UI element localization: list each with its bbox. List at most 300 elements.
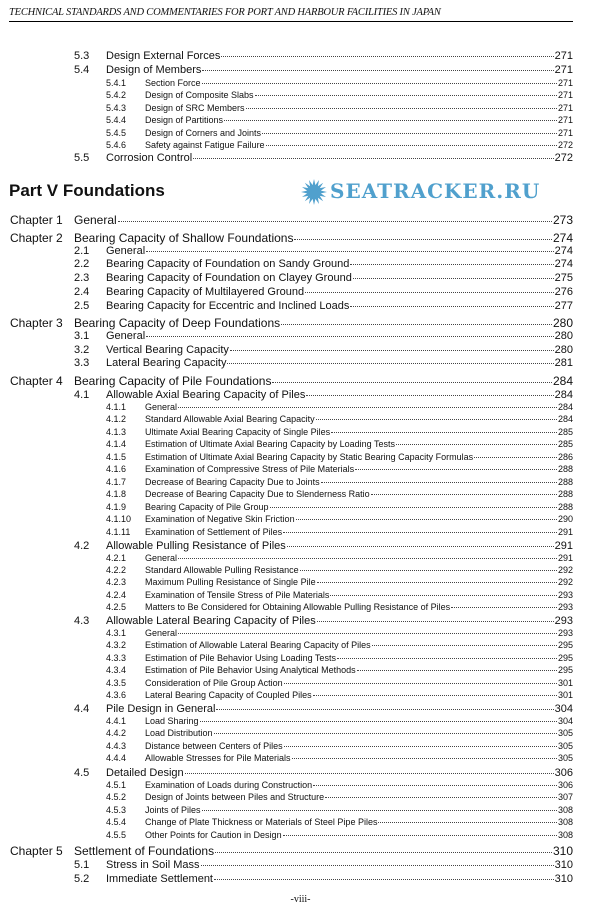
toc-entry[interactable] [74, 272, 573, 285]
entry-title: Stress in Soil Mass [106, 859, 200, 871]
entry-page: 272 [557, 140, 573, 150]
entry-number: 4.1.6 [106, 464, 127, 474]
toc-entry[interactable] [106, 128, 573, 139]
dot-leader [146, 251, 554, 252]
dot-leader [246, 108, 557, 109]
dot-leader [372, 645, 557, 646]
dot-leader [214, 733, 557, 734]
watermark-text: SEATRACKER.RU [330, 179, 541, 203]
entry-page: 306 [554, 767, 573, 779]
entry-number: 5.4.2 [106, 90, 127, 100]
entry-title: Design of Members [106, 64, 202, 76]
watermark [300, 178, 570, 206]
entry-title: Examination of Loads during Construction [145, 780, 313, 790]
entry-number: 4.4.4 [106, 753, 127, 763]
entry-title: Bearing Capacity of Deep Foundations [74, 316, 281, 330]
entry-page: 276 [554, 286, 573, 298]
entry-page: 295 [557, 665, 573, 675]
entry-page: 273 [552, 213, 573, 227]
entry-title: Lateral Bearing Capacity of Coupled Piles [145, 690, 312, 700]
entry-number: 4.5.3 [106, 805, 127, 815]
entry-number: 4.3.2 [106, 640, 127, 650]
entry-title: Bearing Capacity of Pile Foundations [74, 374, 272, 388]
entry-page: 291 [554, 540, 573, 552]
toc-entry[interactable] [106, 690, 573, 701]
toc-entry[interactable] [106, 665, 573, 676]
dot-leader [306, 395, 553, 396]
entry-number: 4.5.1 [106, 780, 127, 790]
entry-number: 2.5 [74, 300, 90, 312]
entry-page: 271 [554, 50, 573, 62]
toc-entry[interactable] [106, 514, 573, 525]
toc-entry[interactable] [74, 873, 573, 886]
entry-number: 5.4.1 [106, 78, 127, 88]
dot-leader [262, 133, 557, 134]
entry-title: Bearing Capacity for Eccentric and Inclined Loads [106, 300, 350, 312]
entry-page: 301 [557, 678, 573, 688]
entry-title: Joints of Piles [145, 805, 201, 815]
entry-page: 281 [554, 357, 573, 369]
toc-entry[interactable] [10, 844, 573, 858]
running-header: TECHNICAL STANDARDS AND COMMENTARIES FOR PORT AND HARBOUR FACILITIES IN JAPAN [9, 6, 573, 22]
dot-leader [281, 324, 552, 325]
toc-entry[interactable] [10, 374, 573, 388]
entry-page: 292 [557, 577, 573, 587]
entry-number: 4.1.10 [106, 514, 132, 524]
toc-entry[interactable] [106, 464, 573, 475]
entry-page: 304 [557, 716, 573, 726]
toc-entry[interactable] [106, 741, 573, 752]
entry-page: 307 [557, 792, 573, 802]
entry-number: 4.1.7 [106, 477, 127, 487]
entry-title: Decrease of Bearing Capacity Due to Slenderness Ratio [145, 489, 370, 499]
dot-leader [118, 221, 552, 222]
entry-page: 310 [554, 859, 573, 871]
entry-title: Design of Corners and Joints [145, 128, 262, 138]
entry-title: Allowable Axial Bearing Capacity of Piles [106, 389, 306, 401]
toc-entry[interactable] [106, 640, 573, 651]
entry-title: General [145, 553, 178, 563]
toc-entry[interactable] [106, 140, 573, 151]
entry-number: 4.1.4 [106, 439, 127, 449]
entry-page: 285 [557, 427, 573, 437]
dot-leader [287, 546, 554, 547]
entry-page: 271 [557, 128, 573, 138]
toc-entry[interactable] [106, 678, 573, 689]
entry-number: 4.1 [74, 389, 90, 401]
entry-title: Distance between Centers of Piles [145, 741, 283, 751]
entry-number: 4.5.2 [106, 792, 127, 802]
entry-number: 5.4.3 [106, 103, 127, 113]
toc-entry[interactable] [106, 489, 573, 500]
entry-number: 5.5 [74, 152, 90, 164]
entry-page: 293 [557, 602, 573, 612]
toc-entry[interactable] [106, 527, 573, 538]
toc-entry[interactable] [74, 258, 573, 271]
entry-page: 288 [557, 489, 573, 499]
entry-title: Load Sharing [145, 716, 199, 726]
dot-leader [230, 350, 554, 351]
entry-page: 295 [557, 640, 573, 650]
entry-title: Standard Allowable Pulling Resistance [145, 565, 299, 575]
toc-entry[interactable] [106, 553, 573, 564]
entry-number: 4.5.4 [106, 817, 127, 827]
entry-number: 4.2 [74, 540, 90, 552]
entry-number: 4.5.5 [106, 830, 127, 840]
dot-leader [313, 785, 557, 786]
dot-leader [255, 95, 557, 96]
entry-page: 275 [554, 272, 573, 284]
toc-entry[interactable] [74, 859, 573, 872]
entry-title: Allowable Lateral Bearing Capacity of Piles [106, 615, 316, 627]
entry-title: Bearing Capacity of Foundation on Clayey Ground [106, 272, 352, 284]
entry-number: 4.1.8 [106, 489, 127, 499]
dot-leader [292, 758, 557, 759]
toc-entry[interactable] [74, 245, 573, 258]
entry-number: 4.1.11 [106, 527, 131, 537]
entry-number: 5.1 [74, 859, 90, 871]
dot-leader [284, 746, 557, 747]
entry-page: 280 [552, 316, 573, 330]
entry-page: 284 [554, 389, 573, 401]
entry-page: 284 [557, 414, 573, 424]
entry-number: 3.3 [74, 357, 90, 369]
entry-page: 271 [557, 115, 573, 125]
entry-title: Estimation of Pile Behavior Using Analytical Methods [145, 665, 356, 675]
entry-page: 280 [554, 344, 573, 356]
entry-page: 304 [554, 703, 573, 715]
dot-leader [296, 519, 557, 520]
entry-number: 5.4.6 [106, 140, 127, 150]
entry-number: 4.4.1 [106, 716, 127, 726]
entry-title: Other Points for Caution in Design [145, 830, 282, 840]
toc-entry[interactable] [106, 452, 573, 463]
entry-title: Pile Design in General [106, 703, 216, 715]
entry-title: Examination of Tensile Stress of Pile Materials [145, 590, 330, 600]
dot-leader [305, 292, 554, 293]
entry-title: General [106, 330, 146, 342]
starburst-logo-icon [300, 178, 328, 206]
entry-page: 292 [557, 565, 573, 575]
entry-page: 274 [554, 258, 573, 270]
toc-entry[interactable] [74, 300, 573, 313]
entry-number: 4.5 [74, 767, 90, 779]
dot-leader [331, 432, 557, 433]
entry-number: 4.1.5 [106, 452, 127, 462]
toc-entry[interactable] [106, 653, 573, 664]
dot-leader [316, 419, 557, 420]
entry-number: 4.1.9 [106, 502, 127, 512]
dot-leader [371, 494, 557, 495]
page-number-footer: -viii- [290, 894, 311, 905]
entry-title: Design of SRC Members [145, 103, 245, 113]
toc-entry[interactable] [106, 477, 573, 488]
toc-entry[interactable] [106, 817, 573, 828]
toc-entry[interactable] [10, 231, 573, 245]
toc-entry[interactable] [106, 402, 573, 413]
entry-number: Chapter 1 [10, 213, 63, 227]
entry-title: General [74, 213, 117, 227]
entry-page: 286 [557, 452, 573, 462]
entry-number: Chapter 5 [10, 844, 63, 858]
entry-page: 291 [557, 553, 573, 563]
dot-leader [270, 507, 557, 508]
dot-leader [357, 670, 557, 671]
entry-page: 290 [557, 514, 573, 524]
toc-entry[interactable] [106, 590, 573, 601]
toc-entry[interactable] [74, 286, 573, 299]
entry-title: Bearing Capacity of Pile Group [145, 502, 269, 512]
entry-title: Allowable Pulling Resistance of Piles [106, 540, 286, 552]
dot-leader [178, 633, 557, 634]
entry-number: 4.3.1 [106, 628, 127, 638]
entry-number: 4.3.3 [106, 653, 127, 663]
entry-page: 293 [557, 590, 573, 600]
dot-leader [178, 407, 557, 408]
entry-title: Section Force [145, 78, 201, 88]
dot-leader [353, 278, 554, 279]
entry-title: Estimation of Pile Behavior Using Loading Tests [145, 653, 336, 663]
entry-page: 271 [557, 103, 573, 113]
toc-entry[interactable] [106, 565, 573, 576]
entry-page: 301 [557, 690, 573, 700]
entry-number: 4.2.3 [106, 577, 127, 587]
toc-entry[interactable] [106, 602, 573, 613]
entry-page: 284 [557, 402, 573, 412]
entry-title: Bearing Capacity of Shallow Foundations [74, 231, 294, 245]
toc-entry[interactable] [74, 152, 573, 165]
dot-leader [330, 595, 557, 596]
dot-leader [146, 336, 554, 337]
toc-entry[interactable] [106, 439, 573, 450]
entry-page: 310 [554, 873, 573, 885]
dot-leader [321, 482, 557, 483]
toc-entry[interactable] [74, 344, 573, 357]
entry-page: 305 [557, 741, 573, 751]
entry-title: Consideration of Pile Group Action [145, 678, 283, 688]
dot-leader [272, 382, 552, 383]
toc-entry[interactable] [74, 50, 573, 63]
entry-page: 293 [554, 615, 573, 627]
dot-leader [214, 879, 554, 880]
dot-leader [350, 264, 553, 265]
entry-page: 271 [557, 90, 573, 100]
entry-number: 5.4.4 [106, 115, 127, 125]
toc-entry[interactable] [106, 728, 573, 739]
entry-page: 284 [552, 374, 573, 388]
entry-page: 285 [557, 439, 573, 449]
toc-entry[interactable] [106, 577, 573, 588]
entry-number: 4.4.3 [106, 741, 127, 751]
dot-leader [221, 56, 553, 57]
entry-number: 5.2 [74, 873, 90, 885]
dot-leader [201, 865, 554, 866]
entry-title: Immediate Settlement [106, 873, 213, 885]
entry-title: Detailed Design [106, 767, 184, 779]
entry-title: Corrosion Control [106, 152, 193, 164]
entry-number: 4.2.4 [106, 590, 127, 600]
dot-leader [227, 363, 553, 364]
entry-page: 277 [554, 300, 573, 312]
dot-leader [216, 709, 553, 710]
entry-title: Lateral Bearing Capacity [106, 357, 227, 369]
entry-number: 5.3 [74, 50, 90, 62]
entry-number: 4.4 [74, 703, 90, 715]
toc-entry[interactable] [74, 64, 573, 77]
entry-title: Bearing Capacity of Multilayered Ground [106, 286, 305, 298]
entry-number: 5.4.5 [106, 128, 127, 138]
entry-page: 310 [552, 844, 573, 858]
toc-entry[interactable] [106, 830, 573, 841]
entry-page: 295 [557, 653, 573, 663]
entry-number: 2.1 [74, 245, 90, 257]
dot-leader [378, 822, 557, 823]
entry-page: 274 [554, 245, 573, 257]
entry-page: 305 [557, 728, 573, 738]
toc-entry[interactable] [106, 115, 573, 126]
entry-number: 4.3 [74, 615, 90, 627]
toc-entry[interactable] [106, 716, 573, 727]
entry-title: Change of Plate Thickness or Materials of Steel Pipe Piles [145, 817, 378, 827]
entry-page: 291 [557, 527, 573, 537]
toc-entry[interactable] [10, 213, 573, 227]
toc-entry[interactable] [106, 502, 573, 513]
dot-leader [350, 306, 553, 307]
entry-title: Maximum Pulling Resistance of Single Pile [145, 577, 316, 587]
entry-page: 271 [557, 78, 573, 88]
entry-page: 308 [557, 830, 573, 840]
dot-leader [283, 532, 557, 533]
entry-number: 4.3.4 [106, 665, 127, 675]
entry-page: 272 [554, 152, 573, 164]
dot-leader [178, 558, 557, 559]
dot-leader [283, 835, 557, 836]
dot-leader [396, 444, 557, 445]
entry-title: Design of Partitions [145, 115, 224, 125]
entry-title: General [145, 628, 178, 638]
toc-entry[interactable] [106, 78, 573, 89]
entry-title: Allowable Stresses for Pile Materials [145, 753, 291, 763]
dot-leader [202, 70, 553, 71]
dot-leader [193, 158, 553, 159]
entry-page: 293 [557, 628, 573, 638]
entry-number: 4.2.5 [106, 602, 127, 612]
dot-leader [200, 721, 557, 722]
entry-number: Chapter 2 [10, 231, 63, 245]
entry-number: 4.3.5 [106, 678, 127, 688]
entry-title: Standard Allowable Axial Bearing Capacity [145, 414, 315, 424]
entry-page: 280 [554, 330, 573, 342]
dot-leader [266, 145, 557, 146]
entry-title: Examination of Negative Skin Friction [145, 514, 295, 524]
dot-leader [284, 683, 557, 684]
entry-title: Design External Forces [106, 50, 221, 62]
dot-leader [337, 658, 557, 659]
entry-number: 3.1 [74, 330, 90, 342]
entry-number: 4.2.2 [106, 565, 127, 575]
toc-entry[interactable] [74, 767, 573, 780]
dot-leader [317, 582, 557, 583]
toc-entry[interactable] [106, 90, 573, 101]
entry-page: 306 [557, 780, 573, 790]
entry-number: 3.2 [74, 344, 90, 356]
dot-leader [317, 621, 554, 622]
dot-leader [355, 469, 557, 470]
toc-entry[interactable] [106, 414, 573, 425]
entry-page: 274 [552, 231, 573, 245]
entry-number: 4.3.6 [106, 690, 127, 700]
toc-entry[interactable] [106, 753, 573, 764]
entry-number: 5.4 [74, 64, 90, 76]
dot-leader [300, 570, 557, 571]
entry-number: Chapter 3 [10, 316, 63, 330]
entry-number: 4.1.2 [106, 414, 127, 424]
dot-leader [474, 457, 557, 458]
toc-entry[interactable] [74, 389, 573, 402]
entry-page: 288 [557, 502, 573, 512]
toc-entry[interactable] [106, 427, 573, 438]
entry-title: General [145, 402, 178, 412]
entry-number: 4.1.1 [106, 402, 127, 412]
toc-entry[interactable] [106, 805, 573, 816]
entry-title: Design of Composite Slabs [145, 90, 254, 100]
toc-entry[interactable] [74, 540, 573, 553]
entry-title: Decrease of Bearing Capacity Due to Joints [145, 477, 320, 487]
entry-title: Ultimate Axial Bearing Capacity of Single Piles [145, 427, 331, 437]
entry-number: 2.3 [74, 272, 90, 284]
entry-title: Estimation of Allowable Lateral Bearing Capacity of Piles [145, 640, 371, 650]
entry-title: Design of Joints between Piles and Structure [145, 792, 325, 802]
dot-leader [313, 695, 557, 696]
toc-entry[interactable] [106, 780, 573, 791]
toc-entry[interactable] [74, 357, 573, 370]
entry-title: Safety against Fatigue Failure [145, 140, 265, 150]
dot-leader [294, 239, 552, 240]
dot-leader [185, 773, 554, 774]
entry-page: 308 [557, 805, 573, 815]
toc-entry[interactable] [74, 330, 573, 343]
entry-title: Estimation of Ultimate Axial Bearing Capacity by Loading Tests [145, 439, 395, 449]
toc-entry[interactable] [106, 103, 573, 114]
dot-leader [325, 797, 557, 798]
entry-page: 308 [557, 817, 573, 827]
dot-leader [215, 852, 552, 853]
entry-title: Settlement of Foundations [74, 844, 215, 858]
toc-entry[interactable] [74, 703, 573, 716]
entry-page: 271 [554, 64, 573, 76]
entry-title: Bearing Capacity of Foundation on Sandy Ground [106, 258, 350, 270]
part-title: Part V Foundations [9, 181, 165, 200]
entry-page: 288 [557, 464, 573, 474]
entry-title: General [106, 245, 146, 257]
entry-title: Matters to Be Considered for Obtaining Allowable Pulling Resistance of Piles [145, 602, 451, 612]
entry-number: 4.2.1 [106, 553, 127, 563]
toc-entry[interactable] [74, 615, 573, 628]
entry-page: 288 [557, 477, 573, 487]
entry-page: 305 [557, 753, 573, 763]
dot-leader [202, 810, 557, 811]
dot-leader [202, 83, 557, 84]
dot-leader [224, 120, 557, 121]
toc-entry[interactable] [106, 792, 573, 803]
toc-entry[interactable] [106, 628, 573, 639]
dot-leader [451, 607, 557, 608]
entry-number: 2.4 [74, 286, 90, 298]
entry-title: Load Distribution [145, 728, 213, 738]
entry-number: Chapter 4 [10, 374, 63, 388]
toc-entry[interactable] [10, 316, 573, 330]
entry-title: Examination of Compressive Stress of Pile Materials [145, 464, 355, 474]
